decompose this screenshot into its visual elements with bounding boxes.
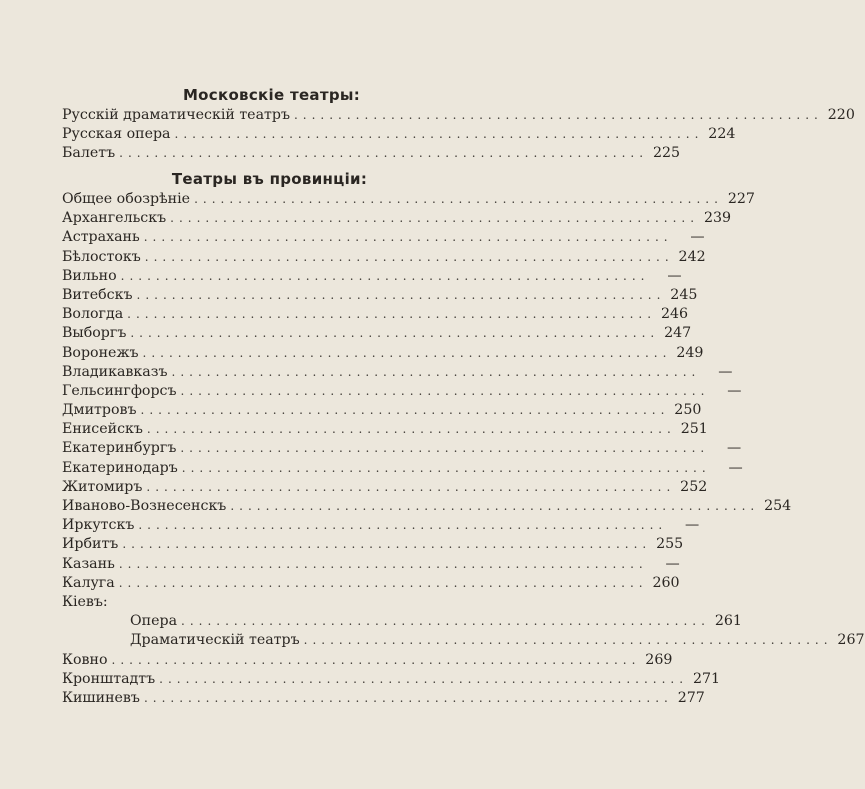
toc-entry	[62, 190, 755, 209]
toc-entry	[62, 689, 705, 708]
toc-entry	[62, 631, 865, 650]
dot-leader: ............................................................	[194, 192, 723, 206]
toc-entry-label: Драматическій театръ	[130, 632, 300, 649]
toc-entry-label: Выборгъ	[62, 325, 127, 342]
toc-entry-page: 271	[692, 670, 721, 687]
dot-leader: ............................................................	[143, 690, 673, 705]
toc-entry-label: Ирбитъ	[62, 536, 119, 553]
dot-leader: ............................................................	[130, 326, 660, 341]
toc-entry-page: 227	[727, 191, 755, 207]
dot-leader: ............................................................	[118, 556, 648, 571]
toc-entry-label: Владикавказъ	[62, 363, 168, 380]
toc-entry-label: Житомиръ	[62, 478, 143, 495]
dot-leader: ............................................................	[118, 575, 648, 590]
toc-entry	[62, 248, 706, 267]
toc-entry-page: —	[690, 229, 705, 246]
dot-leader: ............................................................	[127, 307, 657, 322]
toc-entry-label: Бѣлостокъ	[62, 248, 141, 265]
toc-entry-label: Казань	[62, 555, 115, 572]
toc-entry-label: Воронежъ	[62, 344, 139, 361]
dot-leader: ............................................................	[144, 249, 674, 264]
toc-entry	[62, 209, 732, 228]
toc-entry	[62, 324, 692, 343]
toc-entry-label: Витебскъ	[62, 286, 133, 303]
toc-entry-page: 261	[714, 613, 742, 630]
toc-entry	[62, 228, 705, 247]
toc-entry	[62, 478, 708, 497]
toc-entry-label: Общее обозрѣніе	[62, 191, 191, 207]
toc-entry	[62, 574, 680, 593]
toc-entry-label: Кіевъ:	[62, 593, 108, 610]
dot-leader: ............................................................	[120, 268, 650, 283]
toc-entry-label: Калуга	[62, 574, 115, 591]
toc-entry	[62, 125, 736, 144]
toc-entry-page: 246	[660, 306, 689, 323]
toc-entry	[62, 535, 684, 554]
toc-entry-page: 260	[652, 574, 680, 591]
dot-leader: ............................................................	[143, 230, 673, 245]
toc-entry	[62, 106, 855, 125]
toc-entry-page: —	[718, 363, 733, 380]
toc-entry-page: 251	[680, 421, 708, 438]
toc-entry-label: Вильно	[62, 267, 117, 284]
toc-entry-label: Иркутскъ	[62, 517, 135, 534]
toc-list-provinces	[62, 190, 865, 708]
dot-leader: ............................................................	[181, 614, 710, 629]
toc-entry	[62, 305, 689, 324]
toc-entry	[62, 144, 681, 163]
toc-entry	[62, 267, 682, 286]
dot-leader: ............................................................	[180, 441, 710, 456]
toc-entry	[62, 420, 708, 439]
toc-entry-page: 255	[656, 536, 684, 553]
toc-entry	[62, 382, 742, 401]
toc-entry-page: 245	[670, 286, 698, 303]
toc-entry-label: Иваново-Вознесенскъ	[62, 498, 227, 514]
toc-entry-page: 269	[645, 651, 673, 668]
toc-entry-page: 239	[703, 210, 732, 227]
dot-leader: ............................................................	[146, 479, 676, 494]
toc-entry-label: Ковно	[62, 651, 108, 668]
toc-entry	[62, 651, 673, 670]
toc-entry-page: 247	[664, 325, 692, 342]
toc-entry	[62, 670, 721, 689]
toc-entry-label: Кишиневъ	[62, 689, 140, 706]
dot-leader: ............................................................	[293, 108, 823, 122]
toc-entry-page: 220	[827, 107, 855, 123]
toc-entry-label: Русская опера	[62, 126, 171, 143]
toc-entry-page: 242	[678, 248, 706, 265]
toc-entry-page: —	[727, 440, 742, 457]
toc-entry-label: Екатеринбургъ	[62, 440, 177, 457]
toc-entry-label: Архангельскъ	[62, 210, 167, 227]
section-heading-provinces: Театры въ провинціи:	[171, 170, 368, 188]
toc-entry-label: Екатеринодаръ	[62, 459, 178, 476]
dot-leader: ............................................................	[181, 460, 711, 475]
toc-entry-label: Опера	[130, 613, 178, 630]
toc-entry	[62, 497, 792, 516]
dot-leader: ............................................................	[159, 671, 689, 686]
toc-entry-label: Балетъ	[62, 145, 116, 162]
toc-entry-page: 267	[837, 632, 865, 649]
toc-list-moscow	[62, 106, 855, 164]
toc-entry	[62, 286, 698, 305]
toc-entry-label: Дмитровъ	[62, 402, 137, 419]
toc-entry-page: 252	[680, 478, 708, 495]
toc-entry-page: 250	[674, 402, 702, 419]
toc-entry	[62, 459, 743, 478]
dot-leader: ............................................................	[119, 146, 649, 161]
toc-entry-page: 224	[708, 126, 736, 143]
toc-entry-label: Кронштадтъ	[62, 670, 156, 687]
dot-leader: ............................................................	[303, 633, 833, 648]
toc-entry	[62, 593, 448, 612]
dot-leader: ............................................................	[170, 211, 700, 226]
dot-leader: ............................................................	[171, 364, 701, 379]
toc-entry	[62, 401, 702, 420]
toc-entry-label: Астрахань	[62, 229, 140, 246]
toc-entry-page: —	[685, 517, 700, 534]
dot-leader: ............................................................	[138, 518, 668, 533]
section-heading-moscow: Московскіе театры:	[182, 86, 361, 104]
toc-entry-page: —	[728, 459, 743, 476]
toc-entry-label: Гельсингфорсъ	[62, 382, 177, 399]
toc-entry-page: —	[727, 382, 742, 399]
dot-leader: ............................................................	[146, 422, 676, 437]
dot-leader: ............................................................	[230, 499, 760, 513]
dot-leader: ............................................................	[122, 537, 652, 552]
toc-entry	[62, 344, 704, 363]
toc-entry-page: 277	[677, 689, 705, 706]
toc-entry-page: 249	[676, 344, 704, 361]
dot-leader: ............................................................	[140, 403, 670, 418]
toc-entry-page: 225	[652, 145, 681, 162]
toc-entry	[62, 555, 680, 574]
dot-leader: ............................................................	[111, 652, 641, 667]
toc-entry	[62, 612, 742, 631]
toc-entry-page: 254	[764, 498, 792, 514]
toc-entry-label: Енисейскъ	[62, 421, 143, 438]
toc-entry	[62, 439, 742, 458]
toc-entry-page: —	[665, 555, 680, 572]
toc-entry	[62, 516, 700, 535]
dot-leader: ............................................................	[136, 287, 666, 302]
dot-leader: ............................................................	[142, 345, 672, 360]
toc-entry-page: —	[667, 267, 682, 284]
dot-leader: ............................................................	[174, 127, 704, 142]
toc-entry-label: Русскій драматическій театръ	[62, 107, 290, 123]
toc-entry-label: Вологда	[62, 306, 124, 323]
toc-entry	[62, 363, 733, 382]
dot-leader: ............................................................	[180, 383, 710, 398]
